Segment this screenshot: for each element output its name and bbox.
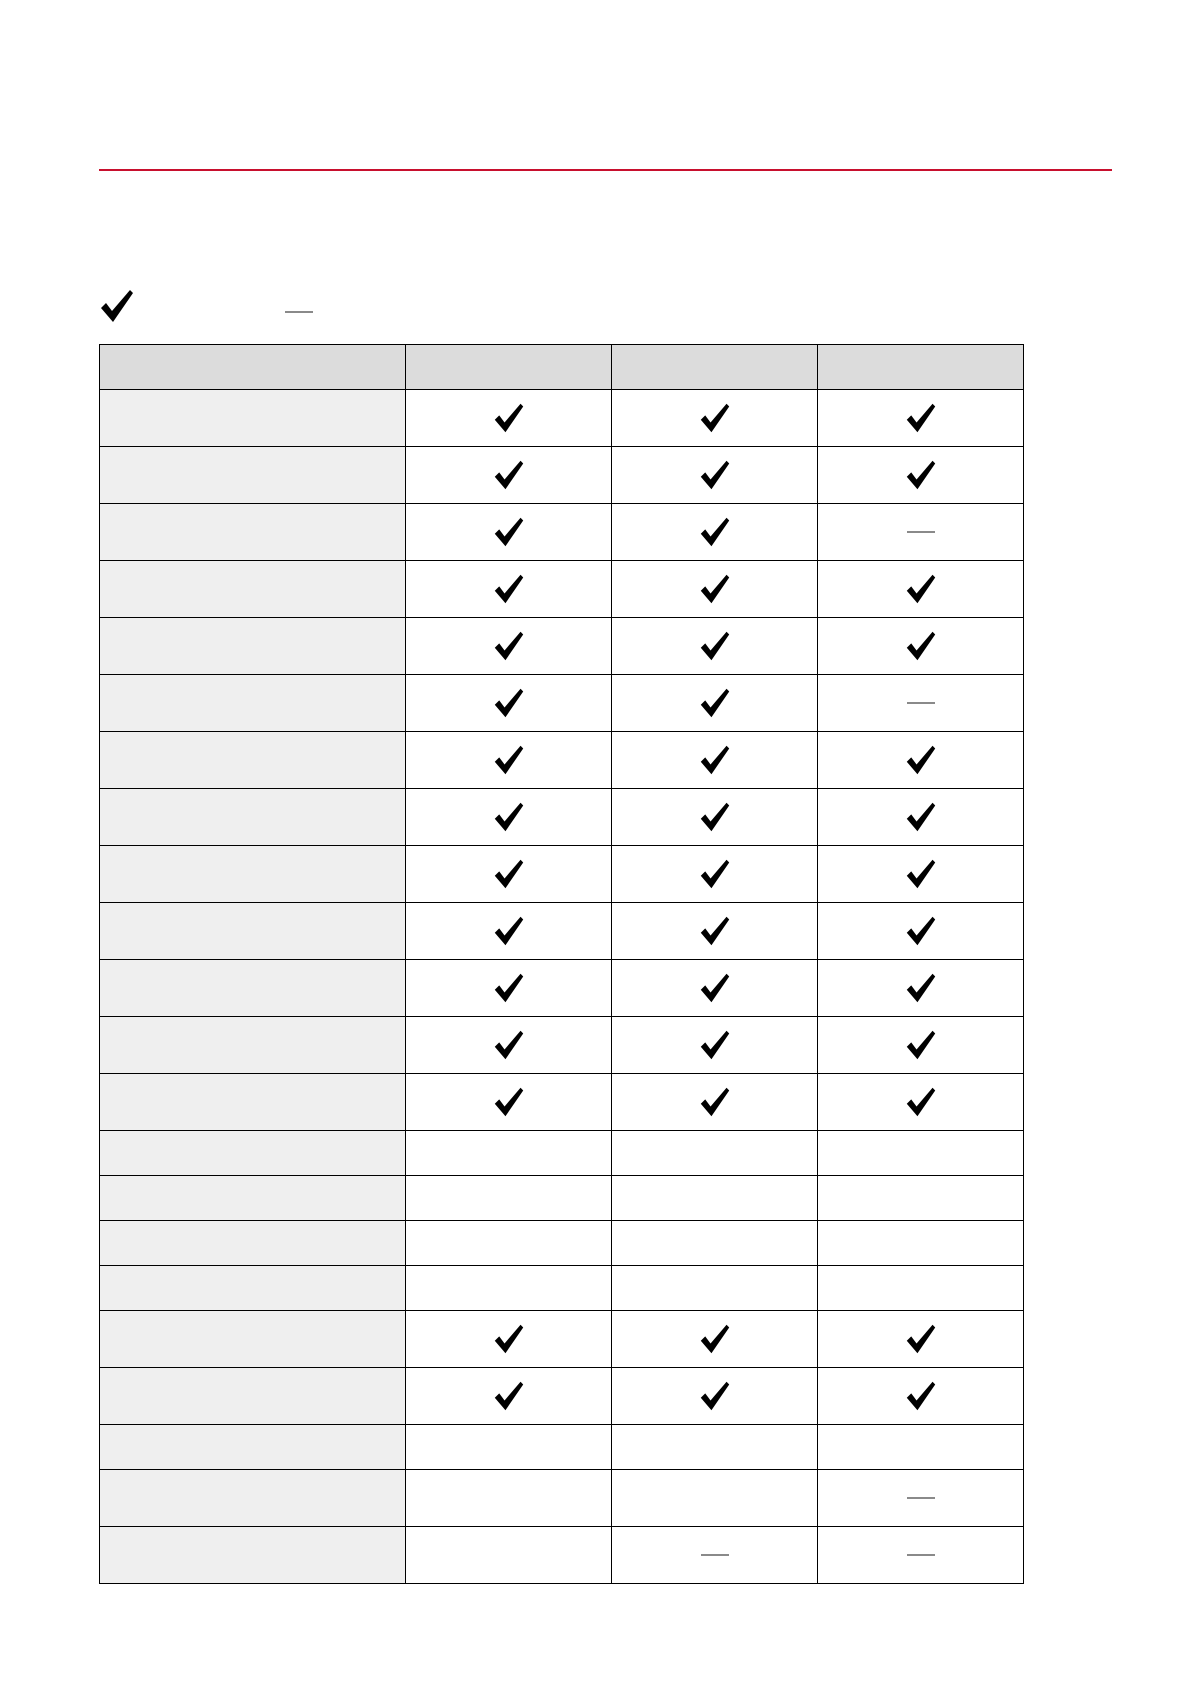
table-row bbox=[100, 1131, 1024, 1176]
check-icon bbox=[905, 858, 937, 890]
dash-icon bbox=[907, 1552, 935, 1558]
value-cell bbox=[406, 1311, 612, 1368]
value-cell bbox=[406, 789, 612, 846]
value-cell bbox=[612, 447, 818, 504]
header-cell-col3 bbox=[818, 345, 1024, 390]
value-cell bbox=[818, 960, 1024, 1017]
check-icon bbox=[493, 972, 525, 1004]
row-label-cell bbox=[100, 846, 406, 903]
feature-matrix-table bbox=[99, 344, 1024, 1584]
check-icon bbox=[99, 288, 135, 324]
check-icon bbox=[493, 630, 525, 662]
table-row bbox=[100, 846, 1024, 903]
check-icon bbox=[699, 1029, 731, 1061]
value-cell bbox=[406, 1017, 612, 1074]
value-cell bbox=[406, 1470, 612, 1527]
value-cell bbox=[818, 561, 1024, 618]
header-cell-label bbox=[100, 345, 406, 390]
table-row bbox=[100, 1017, 1024, 1074]
check-icon bbox=[493, 1086, 525, 1118]
table-header-row bbox=[100, 345, 1024, 390]
check-icon bbox=[493, 516, 525, 548]
value-cell bbox=[406, 1221, 612, 1266]
check-icon bbox=[905, 459, 937, 491]
value-cell bbox=[612, 960, 818, 1017]
table-row bbox=[100, 789, 1024, 846]
check-icon bbox=[699, 1323, 731, 1355]
check-icon bbox=[699, 1380, 731, 1412]
value-cell bbox=[612, 1017, 818, 1074]
check-icon bbox=[493, 1029, 525, 1061]
value-cell bbox=[818, 1266, 1024, 1311]
check-icon bbox=[905, 801, 937, 833]
check-icon bbox=[905, 1380, 937, 1412]
check-icon bbox=[699, 573, 731, 605]
check-icon bbox=[905, 972, 937, 1004]
dash-icon bbox=[907, 1495, 935, 1501]
check-icon bbox=[493, 801, 525, 833]
value-cell bbox=[612, 1527, 818, 1584]
row-label-cell bbox=[100, 618, 406, 675]
value-cell bbox=[612, 675, 818, 732]
legend bbox=[99, 288, 499, 324]
header-cell-col1 bbox=[406, 345, 612, 390]
value-cell bbox=[612, 1131, 818, 1176]
value-cell bbox=[612, 561, 818, 618]
row-label-cell bbox=[100, 1425, 406, 1470]
check-icon bbox=[493, 687, 525, 719]
table-row bbox=[100, 1074, 1024, 1131]
row-label-cell bbox=[100, 390, 406, 447]
value-cell bbox=[612, 1311, 818, 1368]
value-cell bbox=[406, 561, 612, 618]
check-icon bbox=[699, 915, 731, 947]
value-cell bbox=[612, 903, 818, 960]
dash-icon bbox=[907, 529, 935, 535]
table-row bbox=[100, 1311, 1024, 1368]
value-cell bbox=[818, 789, 1024, 846]
value-cell bbox=[818, 1176, 1024, 1221]
check-icon bbox=[905, 744, 937, 776]
value-cell bbox=[818, 618, 1024, 675]
row-label-cell bbox=[100, 1074, 406, 1131]
row-label-cell bbox=[100, 1527, 406, 1584]
table-row bbox=[100, 732, 1024, 789]
table-row bbox=[100, 1221, 1024, 1266]
value-cell bbox=[818, 1017, 1024, 1074]
check-icon bbox=[493, 1380, 525, 1412]
value-cell bbox=[818, 447, 1024, 504]
value-cell bbox=[818, 1074, 1024, 1131]
value-cell bbox=[406, 1176, 612, 1221]
value-cell bbox=[818, 504, 1024, 561]
table-row bbox=[100, 960, 1024, 1017]
value-cell bbox=[818, 1311, 1024, 1368]
value-cell bbox=[818, 390, 1024, 447]
value-cell bbox=[406, 1266, 612, 1311]
row-label-cell bbox=[100, 960, 406, 1017]
header-cell-col2 bbox=[612, 345, 818, 390]
table-row bbox=[100, 675, 1024, 732]
value-cell bbox=[612, 1470, 818, 1527]
table-row bbox=[100, 1470, 1024, 1527]
check-icon bbox=[493, 744, 525, 776]
check-icon bbox=[699, 516, 731, 548]
value-cell bbox=[406, 504, 612, 561]
row-label-cell bbox=[100, 1221, 406, 1266]
value-cell bbox=[818, 732, 1024, 789]
table-row bbox=[100, 903, 1024, 960]
check-icon bbox=[905, 915, 937, 947]
value-cell bbox=[818, 1221, 1024, 1266]
table-row bbox=[100, 618, 1024, 675]
check-icon bbox=[905, 573, 937, 605]
value-cell bbox=[612, 846, 818, 903]
row-label-cell bbox=[100, 903, 406, 960]
value-cell bbox=[818, 1470, 1024, 1527]
value-cell bbox=[612, 504, 818, 561]
value-cell bbox=[406, 390, 612, 447]
dash-icon bbox=[907, 700, 935, 706]
check-icon bbox=[699, 744, 731, 776]
check-icon bbox=[699, 801, 731, 833]
value-cell bbox=[406, 1074, 612, 1131]
check-icon bbox=[493, 915, 525, 947]
check-icon bbox=[699, 1086, 731, 1118]
value-cell bbox=[612, 1221, 818, 1266]
table-row bbox=[100, 561, 1024, 618]
table-row bbox=[100, 1368, 1024, 1425]
table-body bbox=[100, 390, 1024, 1584]
table-row bbox=[100, 1425, 1024, 1470]
row-label-cell bbox=[100, 504, 406, 561]
row-label-cell bbox=[100, 1017, 406, 1074]
check-icon bbox=[699, 459, 731, 491]
check-icon bbox=[905, 1323, 937, 1355]
check-icon bbox=[699, 402, 731, 434]
table-row bbox=[100, 390, 1024, 447]
value-cell bbox=[818, 675, 1024, 732]
value-cell bbox=[818, 1527, 1024, 1584]
dash-icon bbox=[285, 302, 313, 308]
value-cell bbox=[406, 1527, 612, 1584]
value-cell bbox=[612, 390, 818, 447]
value-cell bbox=[406, 1368, 612, 1425]
value-cell bbox=[406, 447, 612, 504]
row-label-cell bbox=[100, 1368, 406, 1425]
check-icon bbox=[493, 858, 525, 890]
value-cell bbox=[406, 618, 612, 675]
check-icon bbox=[493, 573, 525, 605]
value-cell bbox=[406, 675, 612, 732]
row-label-cell bbox=[100, 1266, 406, 1311]
check-icon bbox=[699, 858, 731, 890]
check-icon bbox=[905, 1029, 937, 1061]
row-label-cell bbox=[100, 1311, 406, 1368]
row-label-cell bbox=[100, 1470, 406, 1527]
value-cell bbox=[818, 1131, 1024, 1176]
row-label-cell bbox=[100, 675, 406, 732]
table-row bbox=[100, 1266, 1024, 1311]
value-cell bbox=[612, 789, 818, 846]
table-row bbox=[100, 447, 1024, 504]
dash-icon bbox=[701, 1552, 729, 1558]
check-icon bbox=[493, 402, 525, 434]
table-row bbox=[100, 1527, 1024, 1584]
value-cell bbox=[818, 846, 1024, 903]
row-label-cell bbox=[100, 561, 406, 618]
check-icon bbox=[493, 1323, 525, 1355]
check-icon bbox=[493, 459, 525, 491]
value-cell bbox=[406, 903, 612, 960]
row-label-cell bbox=[100, 732, 406, 789]
row-label-cell bbox=[100, 1176, 406, 1221]
value-cell bbox=[612, 618, 818, 675]
value-cell bbox=[818, 1368, 1024, 1425]
check-icon bbox=[905, 630, 937, 662]
row-label-cell bbox=[100, 789, 406, 846]
value-cell bbox=[406, 846, 612, 903]
table-row bbox=[100, 504, 1024, 561]
check-icon bbox=[905, 402, 937, 434]
check-icon bbox=[699, 630, 731, 662]
value-cell bbox=[612, 732, 818, 789]
value-cell bbox=[406, 1131, 612, 1176]
section-divider-rule bbox=[99, 169, 1112, 171]
value-cell bbox=[406, 1425, 612, 1470]
value-cell bbox=[818, 903, 1024, 960]
row-label-cell bbox=[100, 1131, 406, 1176]
value-cell bbox=[406, 960, 612, 1017]
value-cell bbox=[818, 1425, 1024, 1470]
value-cell bbox=[612, 1425, 818, 1470]
check-icon bbox=[699, 687, 731, 719]
table-row bbox=[100, 1176, 1024, 1221]
value-cell bbox=[612, 1368, 818, 1425]
check-icon bbox=[699, 972, 731, 1004]
value-cell bbox=[612, 1176, 818, 1221]
check-icon bbox=[905, 1086, 937, 1118]
value-cell bbox=[406, 732, 612, 789]
row-label-cell bbox=[100, 447, 406, 504]
value-cell bbox=[612, 1266, 818, 1311]
value-cell bbox=[612, 1074, 818, 1131]
